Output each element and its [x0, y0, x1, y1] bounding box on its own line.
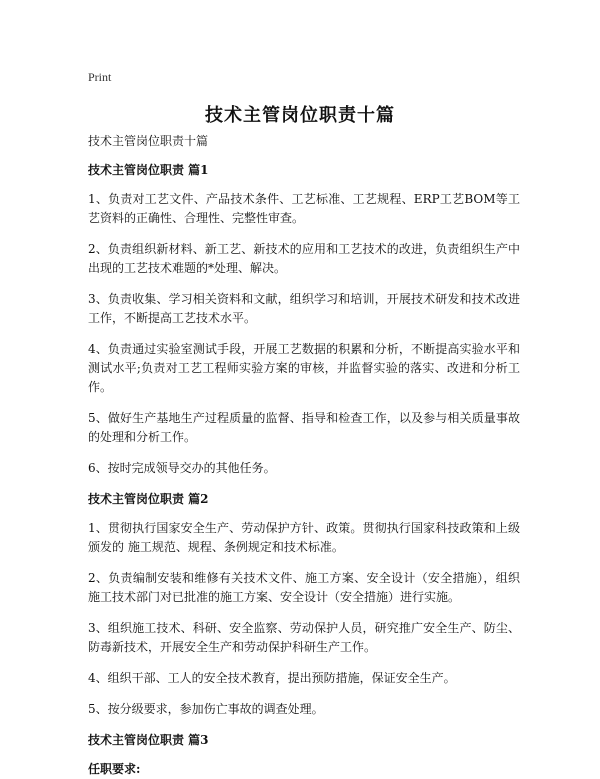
document-subtitle: 技术主管岗位职责十篇: [88, 134, 209, 148]
duty-item: 1、贯彻执行国家安全生产、劳动保护方针、政策。贯彻执行国家科技政策和上级颁发的 施工规范、规程、条例规定和技术标准。: [88, 521, 520, 554]
duty-item: 4、负责通过实验室测试手段，开展工艺数据的积累和分析，不断提高实验水平和测试水平;负责对工艺工程师实验方案的审核，并监督实验的落实、改进和分析工作。: [88, 342, 520, 394]
section-heading-3: 技术主管岗位职责 篇3: [88, 733, 209, 747]
duty-item: 5、做好生产基地生产过程质量的监督、指导和检查工作，以及参与相关质量事故的处理和分析工作。: [88, 411, 520, 444]
duty-item: 5、按分级要求，参加伤亡事故的调查处理。: [88, 702, 324, 716]
document-title: 技术主管岗位职责十篇: [205, 105, 395, 126]
document-body: [88, 132, 520, 779]
duty-item: 1、负责对工艺文件、产品技术条件、工艺标准、工艺规程、ERP工艺BOM等工艺资料的正确性、合理性、完整性审查。: [88, 192, 520, 225]
print-label[interactable]: Print: [88, 70, 112, 84]
section-heading-1: 技术主管岗位职责 篇1: [88, 163, 209, 177]
requirements-heading: 任职要求:: [88, 762, 141, 776]
duty-item: 3、负责收集、学习相关资料和文献，组织学习和培训，开展技术研发和技术改进工作，不断提高工艺技术水平。: [88, 292, 520, 325]
duty-item: 4、组织干部、工人的安全技术教育，提出预防措施，保证安全生产。: [88, 671, 456, 685]
section-heading-2: 技术主管岗位职责 篇2: [88, 492, 209, 506]
duty-item: 2、负责编制安装和维修有关技术文件、施工方案、安全设计（安全措施），组织施工技术部门对已批准的施工方案、安全设计（安全措施）进行实施。: [88, 571, 520, 604]
duty-item: 6、按时完成领导交办的其他任务。: [88, 461, 276, 475]
duty-item: 2、负责组织新材料、新工艺、新技术的应用和工艺技术的改进，负责组织生产中出现的工艺技术难题的*处理、解决。: [88, 242, 520, 275]
duty-item: 3、组织施工技术、科研、安全监察、劳动保护人员，研究推广安全生产、防尘、防毒新技术，开展安全生产和劳动保护科研生产工作。: [88, 621, 520, 654]
